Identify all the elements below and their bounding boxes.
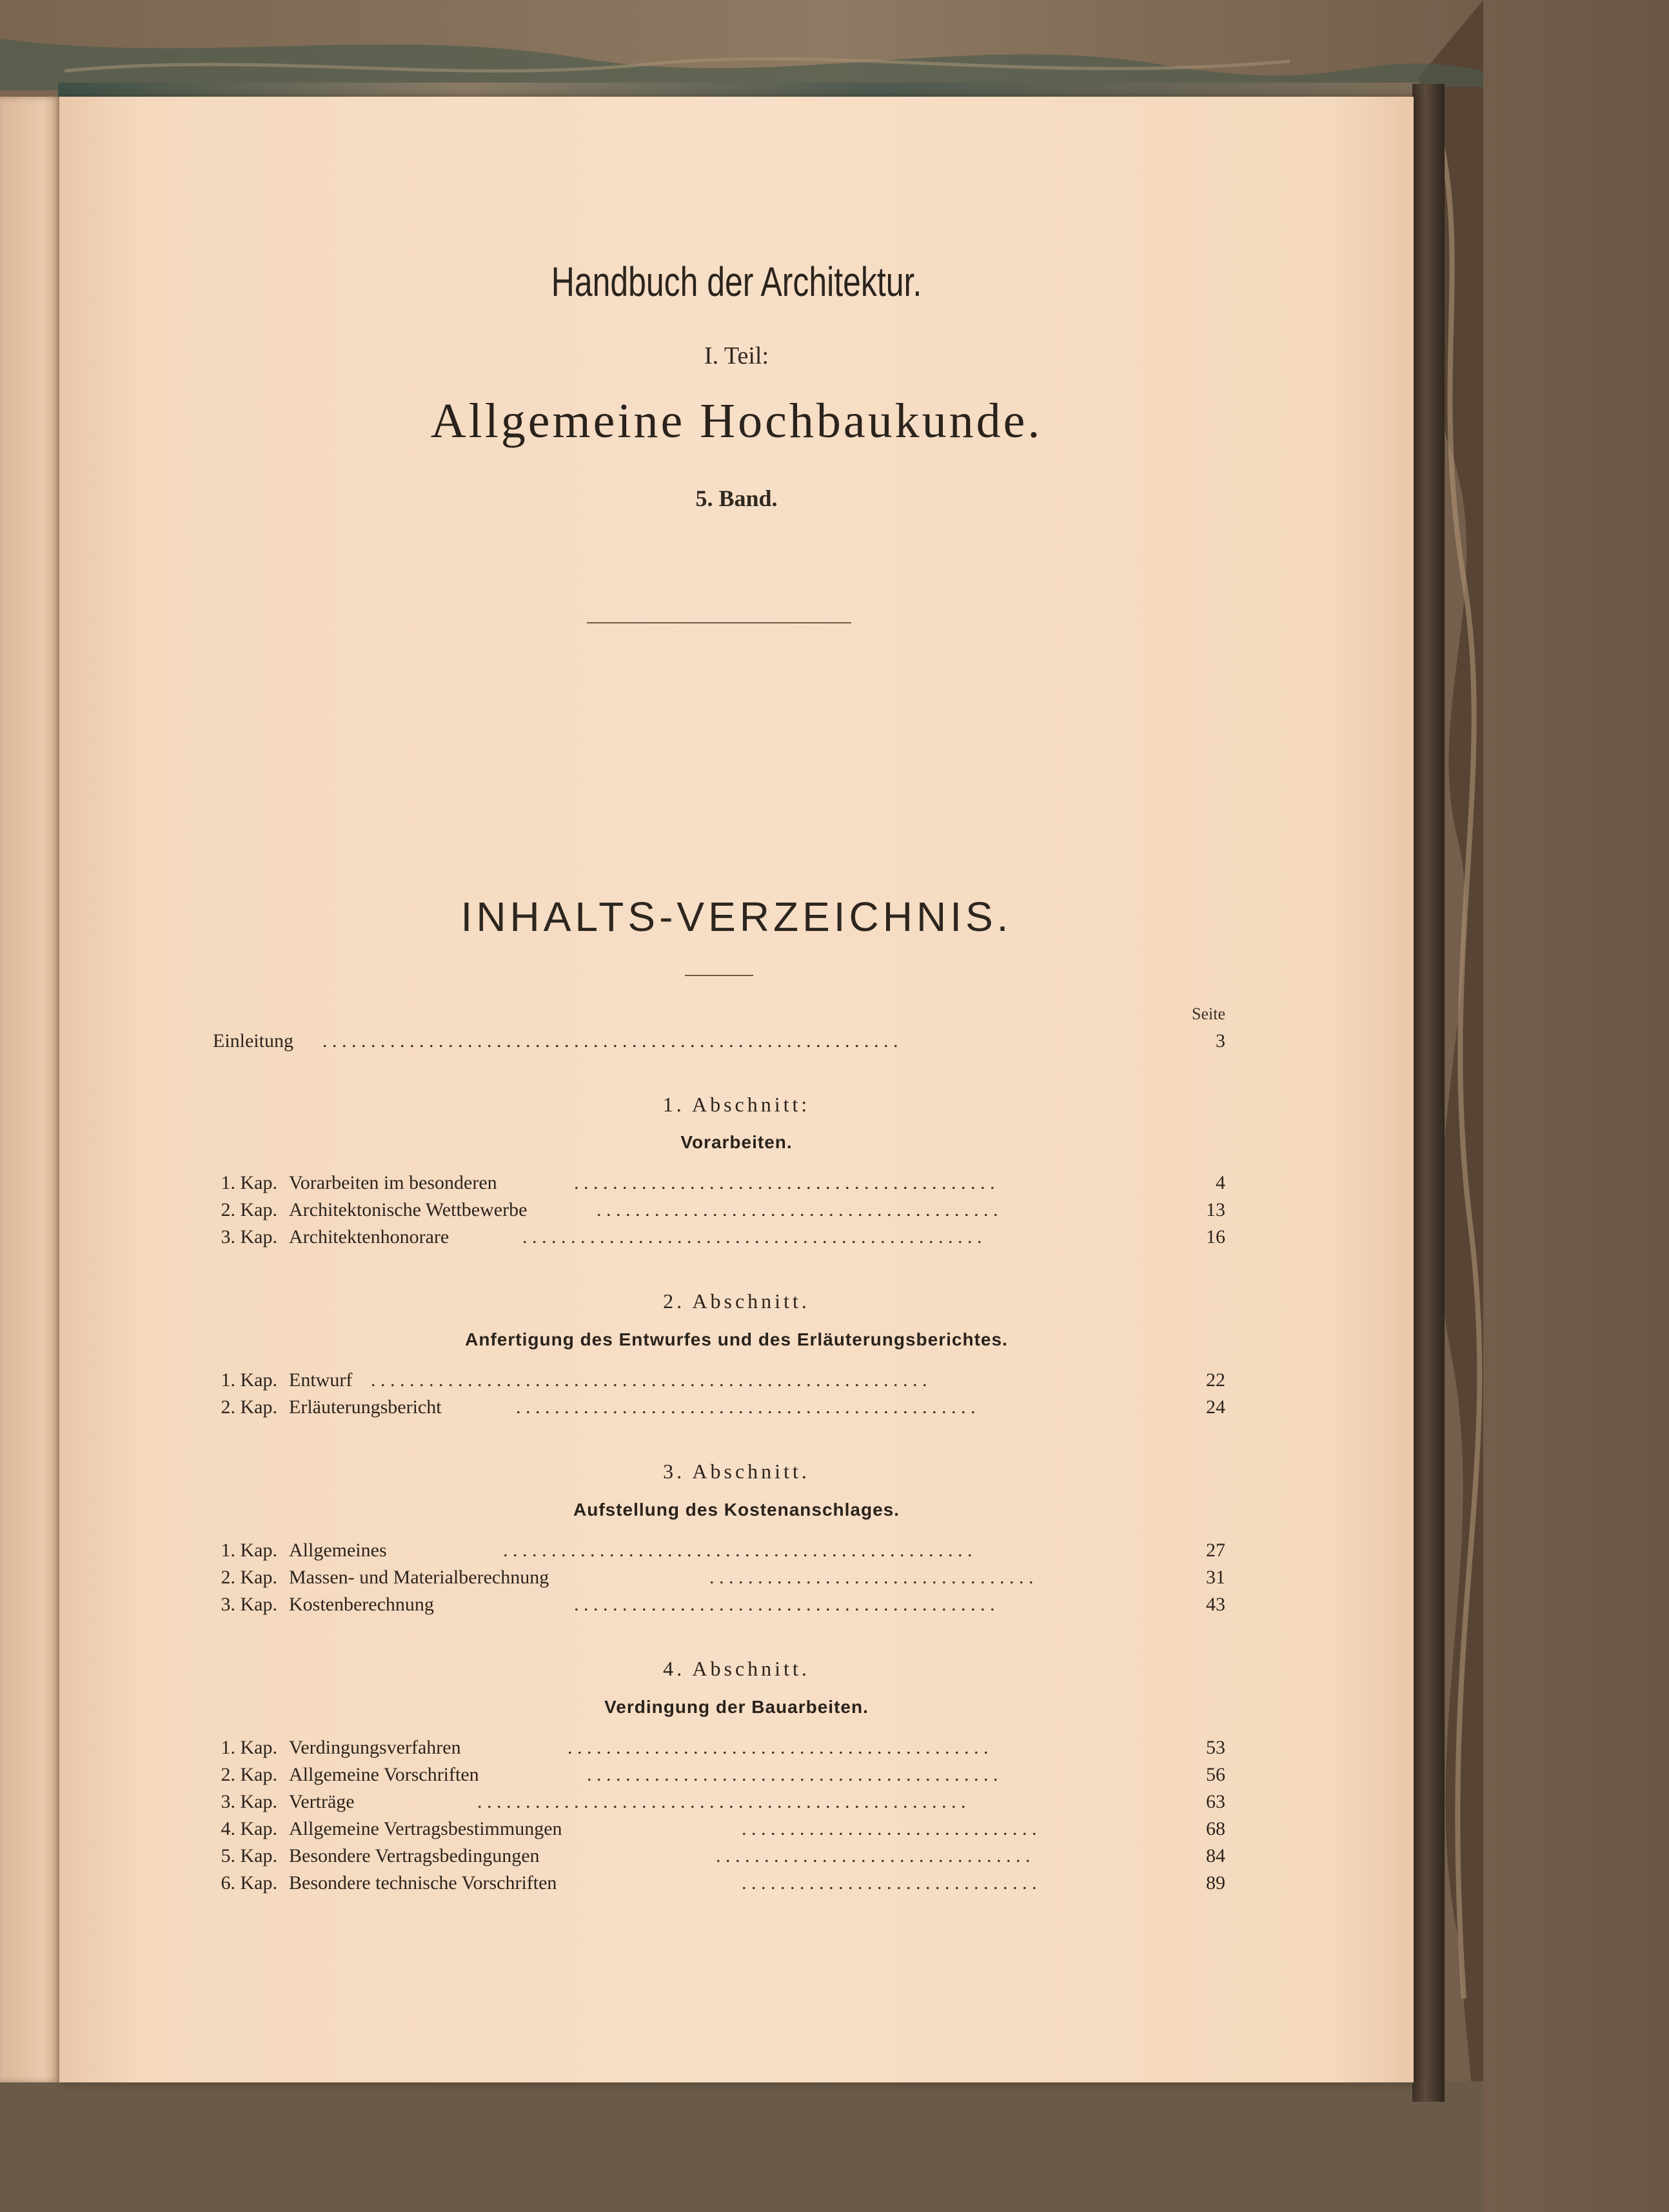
chapter-number: 1. Kap. [221,1369,277,1391]
toc-page-number: 4 [1216,1172,1225,1193]
dot-leader: . . . . . . . . . . . . . . . . . . . . . . . . . . . . . . . . . . . . . . . . . . . . . . . . . . . . . . . . . . . . [322,1030,898,1052]
toc-intro-row [213,1030,1225,1056]
dot-leader: . . . . . . . . . . . . . . . . . . . . . . . . . . . . . . . . . . . . . . . . . . . . . . . . . . . . . . . . . . [371,1369,927,1391]
chapter-title: Architektonische Wettbewerbe [289,1199,528,1220]
chapter-title: Allgemeines [289,1540,387,1561]
dot-leader: . . . . . . . . . . . . . . . . . . . . . . . . . . . . . . . . . . . . . . . . . . . . [574,1172,995,1193]
toc-page-number: 43 [1206,1594,1225,1615]
toc-chapter-row [193,1594,1225,1620]
chapter-number: 2. Kap. [221,1199,277,1220]
chapter-title: Kostenberechnung [289,1594,434,1615]
toc-chapter-row [193,1845,1225,1871]
toc-chapter-row [193,1791,1225,1817]
chapter-number: 2. Kap. [221,1396,277,1418]
chapter-number: 6. Kap. [221,1872,277,1894]
section-subtitle: Aufstellung des Kostenanschlages. [573,1500,900,1520]
chapter-title: Allgemeine Vertragsbestimmungen [289,1818,562,1839]
toc-chapter-row [193,1540,1225,1565]
chapter-number: 2. Kap. [221,1567,277,1588]
dot-leader: . . . . . . . . . . . . . . . . . . . . . . . . . . . . . . . . . [716,1845,1031,1866]
toc-page-number: 3 [1216,1030,1225,1052]
chapter-number: 4. Kap. [221,1818,277,1839]
chapter-number: 3. Kap. [221,1594,277,1615]
dot-leader: . . . . . . . . . . . . . . . . . . . . . . . . . . . . . . . . . . . . . . . . . . . [587,1764,998,1785]
toc-page-number: 68 [1206,1818,1225,1839]
dot-leader: . . . . . . . . . . . . . . . . . . . . . . . . . . . . . . . . . . . . . . . . . . . . . . . . . [503,1540,973,1561]
section-subtitle: Vorarbeiten. [680,1132,793,1152]
chapter-title: Besondere Vertragsbedingungen [289,1845,540,1866]
chapter-title: Besondere technische Vorschriften [289,1872,557,1894]
book-title: Handbuch der Architektur. [551,259,922,305]
toc-chapter-row [193,1396,1225,1422]
chapter-title: Erläuterungsbericht [289,1396,442,1418]
toc-chapter-row [193,1872,1225,1898]
left-page-edge [0,97,62,2082]
dot-leader: . . . . . . . . . . . . . . . . . . . . . . . . . . . . . . . . . . . . . . . . . . . . . . . . . . . [477,1791,966,1812]
section-subtitle: Anfertigung des Entwurfes und des Erläuterungsberichtes. [465,1329,1008,1349]
toc-page-number: 53 [1206,1737,1225,1758]
toc-page-number: 31 [1206,1567,1225,1588]
toc-page-number: 16 [1206,1226,1225,1248]
dot-leader: . . . . . . . . . . . . . . . . . . . . . . . . . . . . . . . [742,1818,1037,1839]
toc-page-number: 84 [1206,1845,1225,1866]
page-column-label: Seite [1192,1004,1225,1023]
toc-entry-title: Einleitung [213,1030,293,1052]
toc-page-number: 27 [1206,1540,1225,1561]
chapter-number: 1. Kap. [221,1172,277,1193]
chapter-title: Massen- und Materialberechnung [289,1567,549,1588]
toc-page-number: 13 [1206,1199,1225,1220]
toc-divider [685,975,753,976]
section-label: 3. Abschnitt. [663,1460,810,1483]
toc-page-number: 24 [1206,1396,1225,1418]
dot-leader: . . . . . . . . . . . . . . . . . . . . . . . . . . . . . . . . . . . . . . . . . . . . . . . . [516,1396,976,1418]
toc-chapter-row [193,1172,1225,1198]
chapter-number: 3. Kap. [221,1226,277,1248]
toc-page-number: 56 [1206,1764,1225,1785]
toc-chapter-row [193,1226,1225,1252]
chapter-number: 5. Kap. [221,1845,277,1866]
section-label: 1. Abschnitt: [662,1093,811,1116]
dot-leader: . . . . . . . . . . . . . . . . . . . . . . . . . . . . . . . . . . . . . . . . . . [597,1199,998,1220]
chapter-title: Verdingungsverfahren [289,1737,461,1758]
chapter-number: 1. Kap. [221,1737,277,1758]
chapter-title: Architektenhonorare [289,1226,449,1248]
chapter-number: 3. Kap. [221,1791,277,1812]
toc-chapter-row [193,1567,1225,1592]
section-label: 4. Abschnitt. [663,1657,810,1680]
spine-binding [1412,84,1445,2102]
section-subtitle: Verdingung der Bauarbeiten. [604,1697,869,1717]
dot-leader: . . . . . . . . . . . . . . . . . . . . . . . . . . . . . . . . . . . . . . . . . . . . [574,1594,995,1615]
toc-page-number: 63 [1206,1791,1225,1812]
toc-chapter-row [193,1737,1225,1763]
toc-chapter-row [193,1369,1225,1395]
chapter-title: Entwurf [289,1369,353,1391]
band-label: 5. Band. [695,485,778,511]
chapter-number: 1. Kap. [221,1540,277,1561]
volume-title: Allgemeine Hochbaukunde. [430,394,1043,448]
toc-page-number: 22 [1206,1369,1225,1391]
toc-chapter-row [193,1818,1225,1844]
part-label: I. Teil: [704,342,769,369]
toc-chapter-row [193,1764,1225,1790]
toc-heading: INHALTS-VERZEICHNIS. [460,894,1012,940]
dot-leader: . . . . . . . . . . . . . . . . . . . . . . . . . . . . . . . . . . [709,1567,1034,1588]
chapter-title: Vorarbeiten im besonderen [289,1172,497,1193]
dot-leader: . . . . . . . . . . . . . . . . . . . . . . . . . . . . . . . . . . . . . . . . . . . . . . . . [522,1226,982,1248]
chapter-title: Allgemeine Vorschriften [289,1764,479,1785]
bottom-board [0,2081,1483,2212]
dot-leader: . . . . . . . . . . . . . . . . . . . . . . . . . . . . . . . [742,1872,1037,1894]
toc-page-number: 89 [1206,1872,1225,1894]
section-label: 2. Abschnitt. [663,1289,810,1313]
toc-chapter-row [193,1199,1225,1225]
dot-leader: . . . . . . . . . . . . . . . . . . . . . . . . . . . . . . . . . . . . . . . . . . . . [568,1737,989,1758]
chapter-title: Verträge [289,1791,355,1812]
chapter-number: 2. Kap. [221,1764,277,1785]
title-divider [587,622,851,623]
